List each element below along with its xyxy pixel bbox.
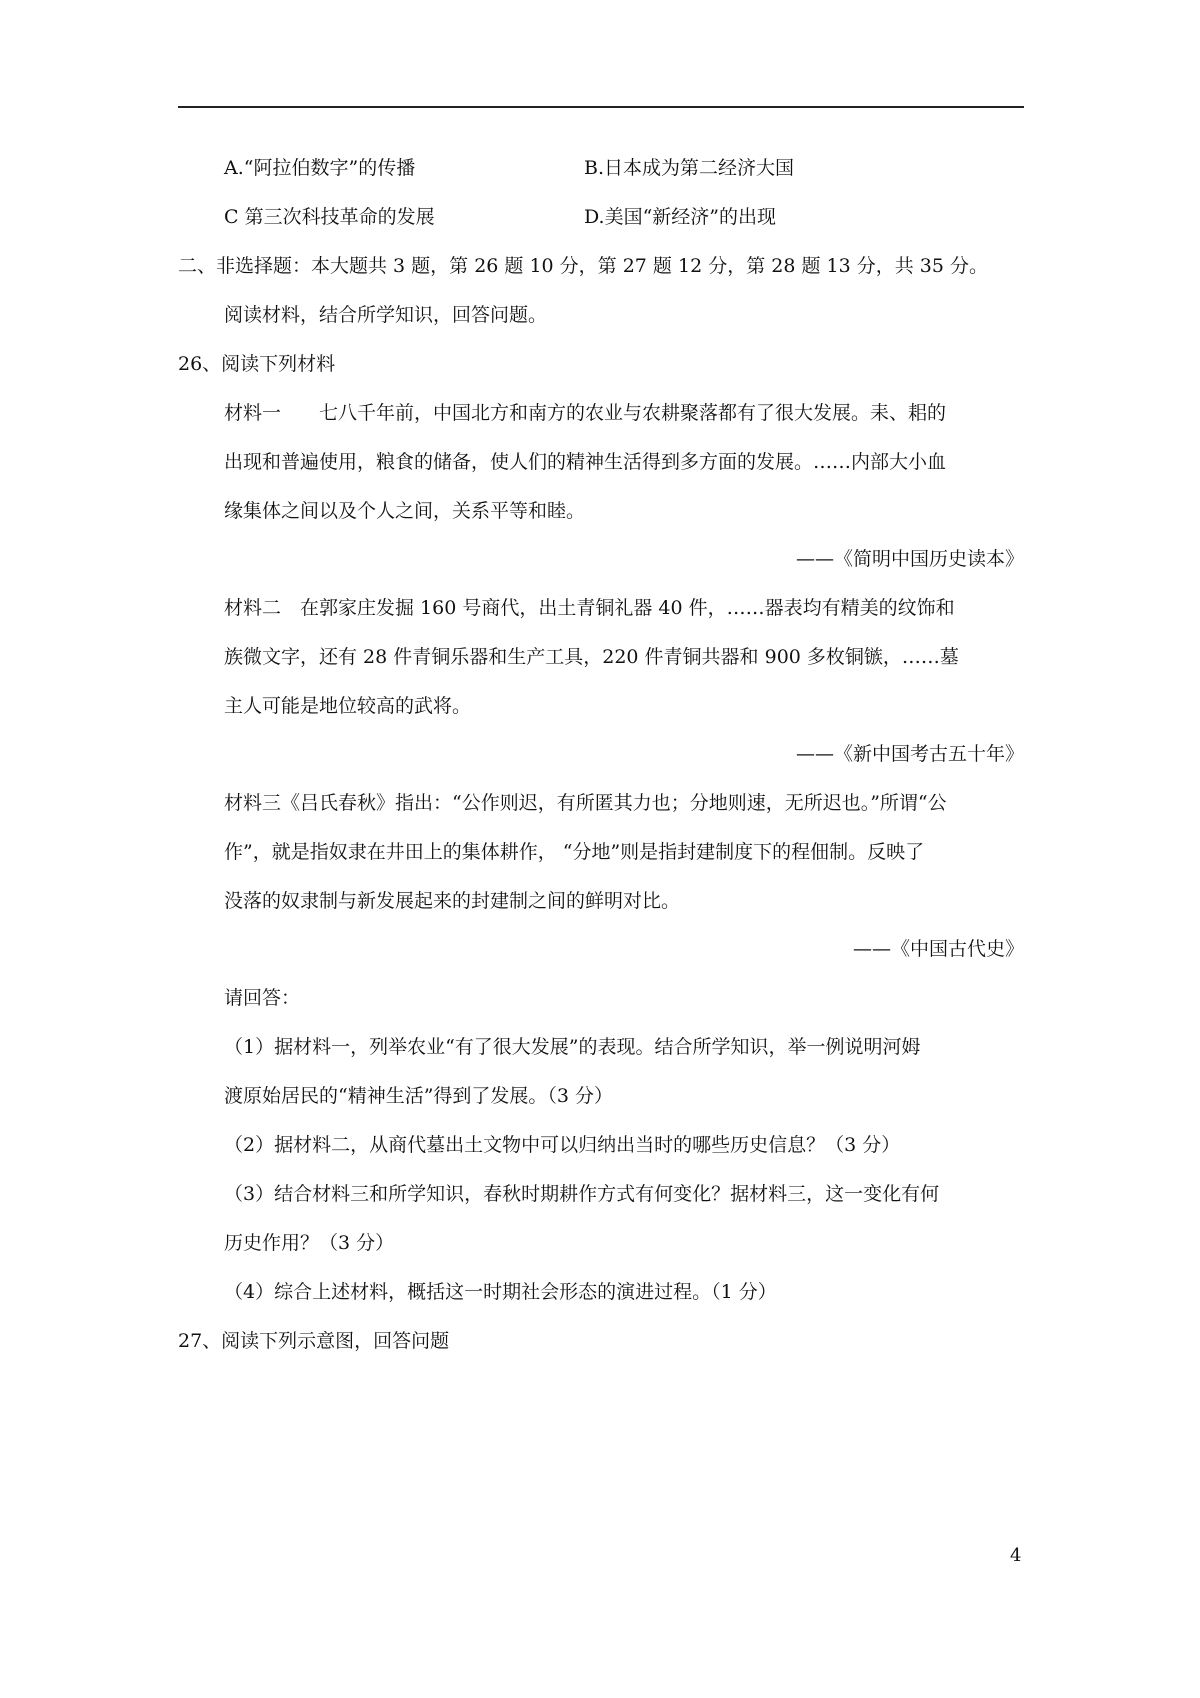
material-2-line: 族微文字，还有 28 件青铜乐器和生产工具，220 件青铜共器和 900 多枚铜镞，……墓 [224,646,959,668]
question-27-title: 27、阅读下列示意图，回答问题 [178,1330,450,1352]
material-1-line: 缘集体之间以及个人之间，关系平等和睦。 [224,500,586,522]
question-26-title: 26、阅读下列材料 [178,353,336,375]
option-d: D.美国“新经济”的出现 [584,206,777,228]
sub-question-line: （3）结合材料三和所学知识，春秋时期耕作方式有何变化？据材料三，这一变化有何 [224,1183,940,1205]
material-2-source: ——《新中国考古五十年》 [795,743,1024,765]
material-1-source: ——《简明中国历史读本》 [795,548,1024,570]
option-b: B.日本成为第二经济大国 [584,157,795,179]
material-3-line: 没落的奴隶制与新发展起来的封建制之间的鲜明对比。 [224,890,681,912]
section-instruction: 阅读材料，结合所学知识，回答问题。 [224,304,548,326]
sub-question-line: 渡原始居民的“精神生活”得到了发展。（3 分） [224,1085,614,1107]
section-heading: 二、非选择题：本大题共 3 题，第 26 题 10 分，第 27 题 12 分，第 28 题 13 分，共 35 分。 [178,255,988,277]
material-1-line: 出现和普遍使用，粮食的储备，使人们的精神生活得到多方面的发展。……内部大小血 [224,451,947,473]
page-number: 4 [1010,1545,1022,1566]
material-1-line: 材料一 七八千年前，中国北方和南方的农业与农耕聚落都有了很大发展。耒、耜的 [224,402,947,424]
material-2-line: 主人可能是地位较高的武将。 [224,695,472,717]
header-rule [178,106,1024,108]
material-2-line: 材料二 在郭家庄发掘 160 号商代，出土青铜礼器 40 件，……器表均有精美的纹饰和 [224,597,955,619]
option-c: C 第三次科技革命的发展 [224,206,435,228]
sub-question-line: （2）据材料二，从商代墓出土文物中可以归纳出当时的哪些历史信息？（3 分） [224,1134,901,1156]
sub-question-line: 历史作用？（3 分） [224,1232,395,1254]
option-a: A.“阿拉伯数字”的传播 [224,157,416,179]
answer-prompt: 请回答： [224,987,301,1009]
material-3-line: 材料三《吕氏春秋》指出：“公作则迟，有所匿其力也；分地则速，无所迟也。”所谓“公 [224,792,947,814]
sub-question-line: （1）据材料一，列举农业“有了很大发展”的表现。结合所学知识，举一例说明河姆 [224,1036,921,1058]
material-3-source: ——《中国古代史》 [852,938,1024,960]
sub-question-line: （4）综合上述材料，概括这一时期社会形态的演进过程。（1 分） [224,1281,777,1303]
material-3-line: 作”，就是指奴隶在井田上的集体耕作， “分地”则是指封建制度下的程佃制。反映了 [224,841,925,863]
